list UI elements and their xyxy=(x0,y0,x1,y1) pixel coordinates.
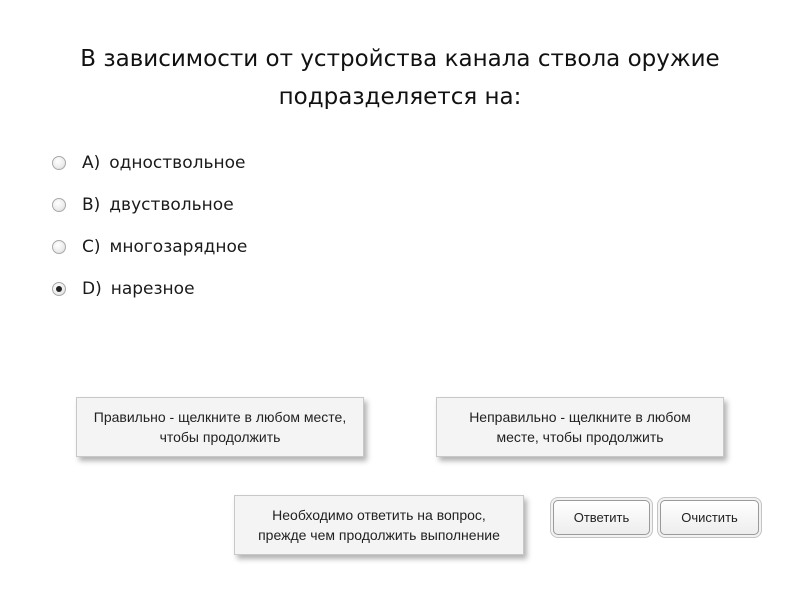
radio-button-b[interactable] xyxy=(52,198,66,212)
question-line-2: подразделяется на: xyxy=(278,84,522,110)
feedback-incorrect[interactable] xyxy=(436,397,724,457)
question-text xyxy=(40,40,760,116)
question-line-1: В зависимости от устройства канала ствола оружие xyxy=(80,46,720,72)
option-d-label: нарезное xyxy=(110,279,195,299)
clear-button[interactable]: Очистить xyxy=(660,500,759,535)
option-d-letter: D) xyxy=(82,279,102,299)
radio-button-d[interactable] xyxy=(52,282,66,296)
answer-options xyxy=(52,142,247,310)
option-d[interactable] xyxy=(52,268,247,310)
option-a-label: одноствольное xyxy=(109,153,246,173)
submit-button[interactable]: Ответить xyxy=(553,500,650,535)
feedback-incorrect-line-2: месте, чтобы продолжить xyxy=(496,429,664,445)
option-c[interactable] xyxy=(52,226,247,268)
feedback-correct[interactable] xyxy=(76,397,364,457)
radio-button-c[interactable] xyxy=(52,240,66,254)
feedback-required-line-2: прежде чем продолжить выполнение xyxy=(258,527,500,543)
feedback-correct-line-2: чтобы продолжить xyxy=(159,429,281,445)
option-c-label: многозарядное xyxy=(109,237,248,257)
radio-button-a[interactable] xyxy=(52,156,66,170)
option-a[interactable] xyxy=(52,142,247,184)
feedback-correct-line-1: Правильно - щелкните в любом месте, xyxy=(93,409,347,425)
option-a-letter: A) xyxy=(82,153,101,173)
option-c-letter: C) xyxy=(82,237,101,257)
feedback-required-line-1: Необходимо ответить на вопрос, xyxy=(272,507,486,523)
option-b-label: двуствольное xyxy=(109,195,234,215)
option-b-letter: B) xyxy=(82,195,101,215)
option-b[interactable] xyxy=(52,184,247,226)
feedback-incorrect-line-1: Неправильно - щелкните в любом xyxy=(469,409,691,425)
feedback-answer-required[interactable] xyxy=(234,495,524,555)
